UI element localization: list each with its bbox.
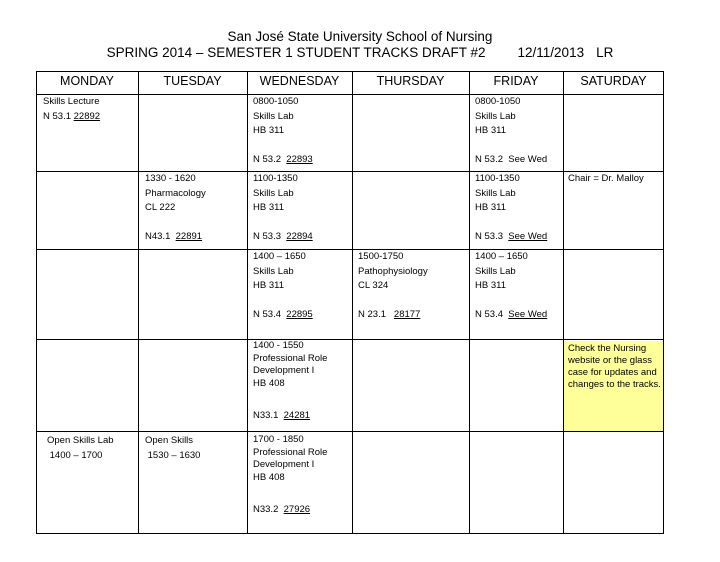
thursday-row3-cell [358, 250, 428, 294]
course-number: N43.1 [145, 231, 176, 242]
course-number: N33.2 [253, 504, 284, 515]
row-divider [36, 431, 664, 432]
time: 0800-1050 [253, 96, 299, 107]
course-number: N 53.3 [253, 231, 287, 242]
room: HB 408 [253, 377, 285, 389]
course-title: Pharmacology [145, 187, 206, 199]
activity-title: Open Skills Lab [47, 435, 114, 446]
room: HB 311 [475, 125, 506, 136]
room: HB 311 [475, 202, 506, 213]
course-code: 22892 [73, 110, 101, 122]
course-title-line2: Development I [253, 365, 315, 376]
course-title: Skills Lab [475, 265, 516, 277]
wednesday-row1-cell [253, 95, 298, 139]
row-divider [36, 249, 664, 250]
course-title: Professional Role [253, 352, 328, 364]
wednesday-row5-section [253, 503, 310, 518]
time: 1400 - 1550 [253, 340, 304, 351]
course-title: Pathophysiology [358, 265, 428, 277]
course-code: 22894 [286, 231, 313, 242]
course-number: N 53.2 [253, 154, 287, 165]
wednesday-row4-cell [253, 340, 327, 390]
column-divider [247, 71, 248, 534]
course-title: Skills Lecture [43, 96, 100, 107]
room: CL 324 [358, 280, 389, 291]
course-code: 22891 [175, 231, 203, 242]
course-title-line2: Development I [253, 459, 315, 470]
course-title: Skills Lab [253, 110, 294, 122]
tuesday-row2-section [145, 230, 202, 245]
time: 1330 - 1620 [145, 173, 196, 184]
header-thursday: THURSDAY [376, 74, 445, 88]
course-section [43, 110, 100, 125]
column-divider [352, 71, 353, 534]
wednesday-row2-cell [253, 172, 298, 216]
course-number: N 23.1 [358, 309, 394, 320]
row-divider [36, 94, 664, 95]
time: 1100-1350 [475, 173, 520, 184]
wednesday-row5-cell [253, 434, 327, 484]
course-number: N 53.3 [475, 231, 509, 242]
header-saturday: SATURDAY [580, 74, 647, 88]
header-tuesday: TUESDAY [163, 74, 222, 88]
course-title: Skills Lab [253, 265, 294, 277]
course-code: 22893 [286, 154, 313, 165]
course-number: N 53.4 [253, 309, 287, 320]
header-monday: MONDAY [60, 74, 114, 88]
course-code: 28177 [393, 309, 421, 320]
wednesday-row3-cell [253, 250, 306, 294]
monday-row5-cell [47, 434, 114, 463]
time: 1400 – 1700 [47, 449, 103, 461]
friday-row3-section [475, 308, 547, 323]
time: 0800-1050 [475, 96, 521, 107]
column-divider [469, 71, 470, 534]
friday-row1-cell [475, 95, 520, 139]
page-title: San José State University School of Nursing [227, 29, 493, 44]
time: 1700 - 1850 [253, 434, 304, 445]
time: 1100-1350 [253, 173, 298, 184]
tuesday-row5-cell [145, 434, 200, 463]
room: HB 311 [253, 280, 284, 291]
course-code: 27926 [283, 504, 311, 515]
room: HB 311 [475, 280, 506, 291]
time: 1400 – 1650 [253, 251, 306, 262]
saturday-row2-cell: Chair = Dr. Malloy [568, 173, 644, 184]
friday-row1-section: N 53.2 See Wed [475, 154, 548, 165]
nursing-website-note: Check the Nursing website or the glass case for updates and changes to the tracks. [568, 343, 661, 390]
room: CL 222 [145, 202, 176, 213]
time: 1500-1750 [358, 251, 404, 262]
course-code: See Wed [508, 309, 548, 320]
course-code: 22895 [286, 309, 313, 320]
time: 1400 – 1650 [475, 251, 528, 262]
author-initials: LR [596, 45, 614, 60]
tuesday-row2-cell [145, 172, 206, 216]
wednesday-row4-section [253, 409, 310, 424]
room: HB 408 [253, 471, 285, 483]
thursday-row3-section [358, 308, 420, 323]
room: HB 311 [253, 125, 284, 136]
wednesday-row3-section [253, 308, 313, 323]
semester-label: SPRING 2014 – SEMESTER 1 STUDENT TRACKS DRAFT #2 [106, 45, 486, 60]
course-number: N 53.4 [475, 309, 509, 320]
friday-row3-cell [475, 250, 528, 294]
course-title: Skills Lab [475, 110, 516, 122]
header-wednesday: WEDNESDAY [259, 74, 340, 88]
activity-title: Open Skills [145, 435, 194, 446]
column-divider [563, 71, 564, 534]
course-title: Skills Lab [475, 187, 516, 199]
friday-row2-cell [475, 172, 520, 216]
time: 1530 – 1630 [145, 449, 201, 461]
draft-date: 12/11/2013 [517, 45, 585, 60]
schedule-table-border [36, 71, 664, 534]
course-code: See Wed [508, 231, 548, 242]
course-number: N 53.1 [43, 110, 74, 122]
course-title: Professional Role [253, 446, 328, 458]
course-title: Skills Lab [253, 187, 294, 199]
friday-row2-section [475, 230, 547, 245]
column-divider [138, 71, 139, 534]
wednesday-row1-section [253, 153, 313, 168]
wednesday-row2-section [253, 230, 313, 245]
course-number: N33.1 [253, 410, 284, 421]
page-subtitle [0, 45, 720, 61]
course-code: 24281 [283, 410, 311, 421]
header-friday: FRIDAY [493, 74, 539, 88]
row-divider [36, 339, 664, 340]
monday-row1-cell [43, 95, 100, 124]
room: HB 311 [253, 202, 284, 213]
